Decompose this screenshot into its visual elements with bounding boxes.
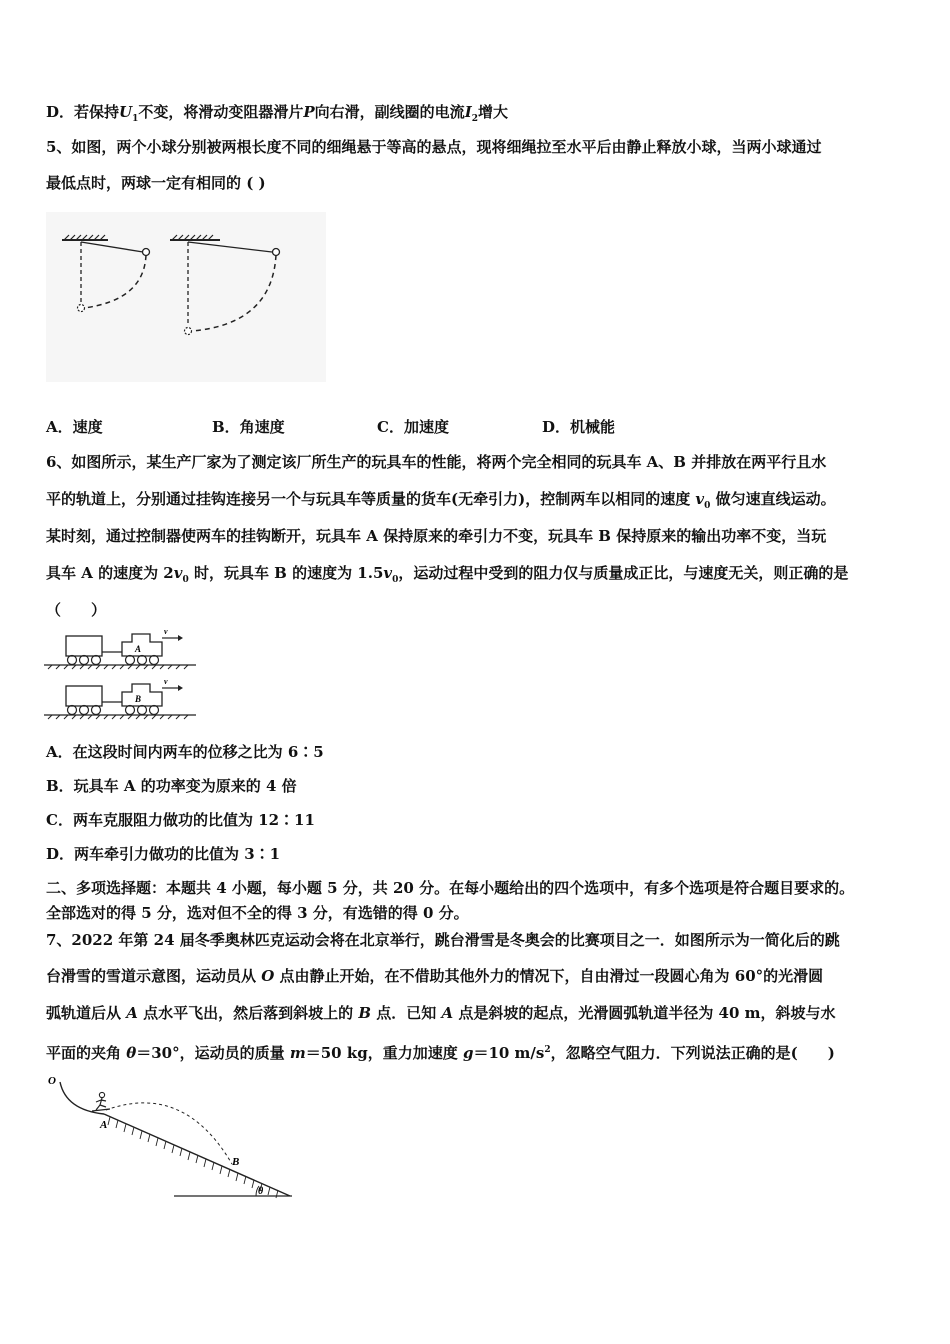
slope-hatch (108, 1117, 278, 1198)
q7-line4-text-c: ＝50 kg，重力加速度 (305, 1044, 463, 1062)
q6-option-b: B．玩具车 A 的功率变为原来的 4 倍 (46, 777, 297, 795)
var-v: v (383, 564, 393, 582)
var-v-sub: 0 (704, 501, 711, 511)
var-m: m (289, 1044, 306, 1062)
q6-option-d: D．两车牵引力做功的比值为 3∶1 (46, 845, 281, 863)
var-v: v (695, 490, 705, 508)
var-theta: θ (126, 1044, 137, 1062)
var-g: g (462, 1044, 474, 1062)
q7-line4-text-b: ＝30°，运动员的质量 (136, 1044, 290, 1062)
flight-trajectory (106, 1103, 232, 1164)
q6-stem-line3: 某时刻，通过控制器使两车的挂钩断开，玩具车 A 保持原来的牵引力不变，玩具车 B 保持原来的输出功率不变，当玩 (46, 527, 827, 545)
label-v-top: v (164, 628, 168, 636)
wheel (68, 656, 77, 665)
q6-line2-text-a: 平的轨道上，分别通过挂钩连接另一个与玩具车等质量的货车(无牵引力)，控制两车以相同的速度 (46, 490, 696, 508)
wheel (68, 706, 77, 715)
toy-car-bottom (122, 684, 162, 706)
toy-car-top (122, 634, 162, 656)
q4-option-d-end: 增大 (477, 103, 508, 121)
q6-line2-text-b: 做匀速直线运动。 (710, 490, 836, 508)
q5-option-b: B．角速度 (212, 418, 285, 436)
q7-line3-text-a: 弧轨道后从 (46, 1004, 127, 1022)
ball-start-right (273, 249, 280, 256)
q6-toy-car-figure (44, 628, 204, 720)
q6-line4-text-a: 具车 A 的速度为 2 (46, 564, 174, 582)
q5-option-a: A．速度 (46, 418, 103, 436)
ball-bottom-left (78, 305, 85, 312)
q5-option-c: C．加速度 (377, 418, 449, 436)
var-o: O (261, 967, 275, 985)
label-o: O (48, 1075, 56, 1087)
q6-stem-line5: （ ） (46, 601, 107, 619)
q5-pendulum-figure (46, 212, 326, 382)
q7-stem-line1: 7、2022 年第 24 届冬季奥林匹克运动会将在北京举行，跳台滑雪是冬奥会的比赛项目之一．如图所示为一简化后的跳 (46, 931, 840, 949)
track-top (44, 628, 196, 669)
q7-stem-line3 (46, 1003, 836, 1023)
q6-stem-line2 (46, 489, 836, 516)
section2-heading-line2: 全部选对的得 5 分，选对但不全的得 3 分，有选错的得 0 分。 (46, 904, 469, 922)
q6-line4-text-b: 时，玩具车 B 的速度为 1.5 (188, 564, 384, 582)
q5-stem-line1: 5、如图，两个小球分别被两根长度不同的细绳悬于等高的悬点，现将细绳拉至水平后由静止释放小球，当两小球通过 (46, 138, 822, 156)
q7-line4-text-d: ＝10 m/s (473, 1044, 545, 1062)
q4-option-d-mid: 不变，将滑动变阻器滑片 (138, 103, 304, 121)
arrow-head (178, 685, 183, 691)
q6-option-a: A．在这段时间内两车的位移之比为 6∶5 (46, 743, 324, 761)
wheel (138, 656, 147, 665)
ball-start-left (143, 249, 150, 256)
var-a: A (441, 1004, 454, 1022)
q7-line2-text-b: 点由静止开始，在不借助其他外力的情况下，自由滑过一段圆心角为 60°的光滑圆 (274, 967, 824, 985)
q7-line3-text-b: 点水平飞出，然后落到斜坡上的 (137, 1004, 359, 1022)
q7-line4-text-a: 平面的夹角 (46, 1044, 127, 1062)
wheel (80, 656, 89, 665)
label-theta: θ (258, 1186, 264, 1197)
wheel (150, 656, 159, 665)
q7-stem-line2 (46, 966, 823, 986)
var-v-sub: 0 (182, 575, 189, 585)
label-v-bottom: v (164, 677, 168, 686)
wheel (126, 706, 135, 715)
label-toy-a: A (135, 644, 142, 654)
var-u: U (119, 103, 133, 121)
q6-option-c: C．两车克服阻力做功的比值为 12∶11 (46, 811, 315, 829)
var-a: A (126, 1004, 138, 1022)
unit-superscript: 2 (544, 1045, 551, 1055)
q4-option-d (46, 102, 508, 129)
q5-stem-line2: 最低点时，两球一定有相同的 ( ) (46, 174, 266, 192)
var-v-sub: 0 (392, 575, 399, 585)
q7-line2-text-a: 台滑雪的雪道示意图，运动员从 (46, 967, 262, 985)
ball-bottom-right (185, 328, 192, 335)
q6-stem-line1: 6、如图所示，某生产厂家为了测定该厂所生产的玩具车的性能，将两个完全相同的玩具车 A、B 并排放在两平行且水 (46, 453, 827, 471)
track-bottom (44, 677, 196, 719)
q6-line4-text-c: ，运动过程中受到的阻力仅与质量成正比，与速度无关，则正确的是 (398, 564, 849, 582)
q7-line3-text-c: 点．已知 (371, 1004, 442, 1022)
var-i: I (464, 103, 472, 121)
wheel (80, 706, 89, 715)
q7-line3-text-d: 点是斜坡的起点，光滑圆弧轨道半径为 40 m，斜坡与水 (453, 1004, 836, 1022)
wheel (92, 656, 101, 665)
cargo-car-bottom (66, 686, 102, 706)
label-toy-b: B (135, 694, 142, 704)
var-u-sub: 1 (132, 114, 139, 124)
wheel (126, 656, 135, 665)
q4-option-d-mid2: 向右滑，副线圈的电流 (314, 103, 465, 121)
skier-icon (92, 1092, 110, 1111)
label-b: B (232, 1156, 240, 1168)
q7-ski-jump-figure (44, 1072, 296, 1202)
wheel (138, 706, 147, 715)
var-i-sub: 2 (471, 114, 478, 124)
q4-option-d-prefix: D．若保持 (46, 103, 120, 121)
var-p: P (303, 103, 315, 121)
q6-stem-line4 (46, 563, 848, 590)
wheel (150, 706, 159, 715)
section2-heading-line1: 二、多项选择题：本题共 4 小题，每小题 5 分，共 20 分。在每小题给出的四个选项中，有多个选项是符合题目要求的。 (46, 879, 855, 897)
var-b: B (358, 1004, 372, 1022)
q7-line4-text-e: ，忽略空气阻力．下列说法正确的是( ) (550, 1044, 835, 1062)
wheel (92, 706, 101, 715)
var-v: v (173, 564, 183, 582)
label-a: A (100, 1119, 108, 1131)
cargo-car-top (66, 636, 102, 656)
q7-stem-line4 (46, 1040, 835, 1063)
arrow-head (178, 635, 183, 641)
q5-option-d: D．机械能 (542, 418, 616, 436)
